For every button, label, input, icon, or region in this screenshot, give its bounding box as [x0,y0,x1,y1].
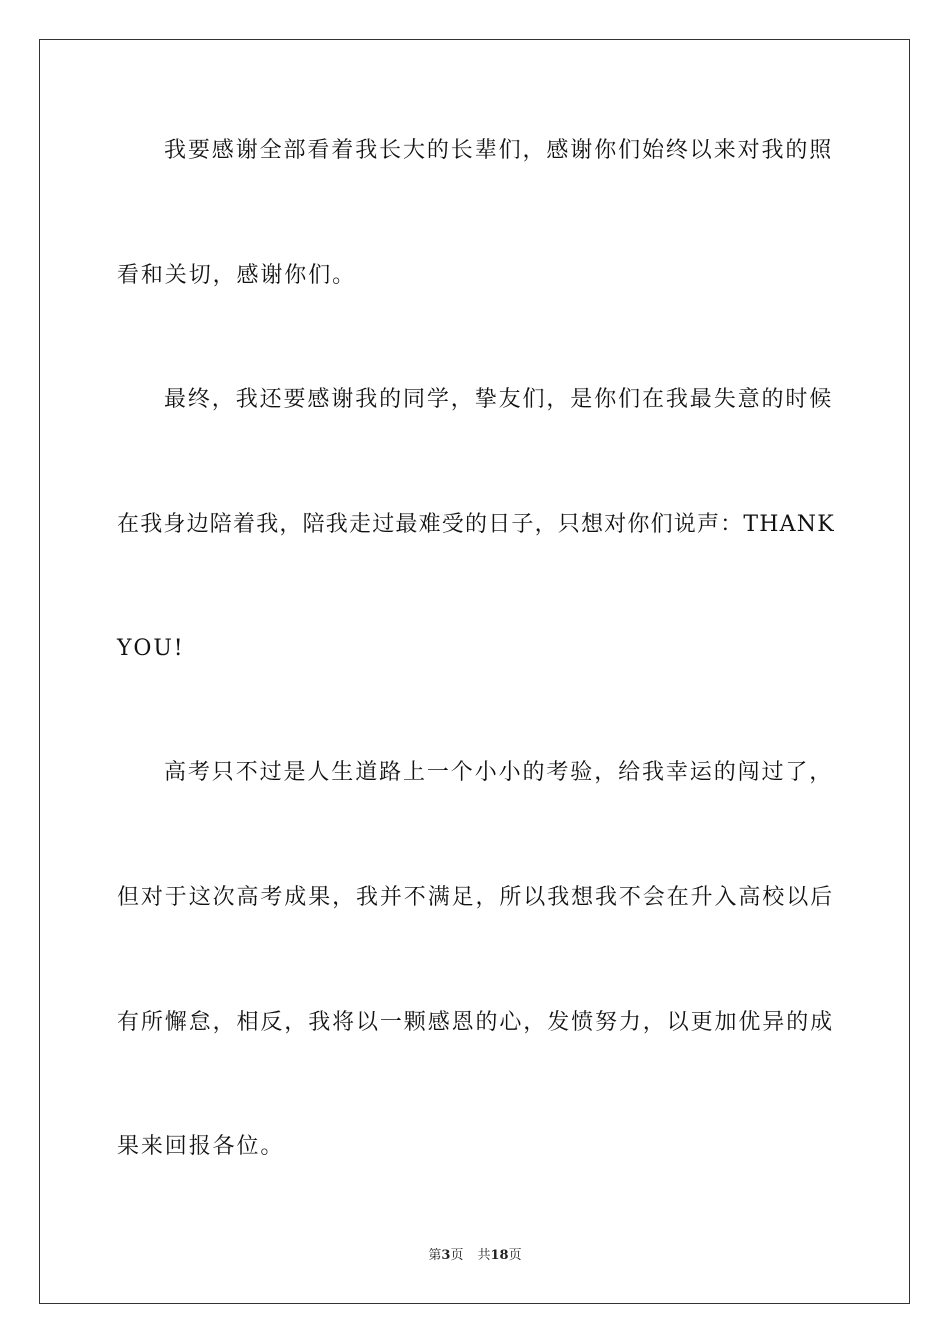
paragraph-1-line-2: 看和关切，感谢你们。 [117,263,357,288]
paragraph-3-line-3: 有所懈怠，相反，我将以一颗感恩的心，发愤努力，以更加优异的成 [117,1010,835,1035]
paragraph-3-line-2: 但对于这次高考成果，我并不满足，所以我想我不会在升入高校以后 [117,885,835,910]
total-label-suffix: 页 [508,1248,522,1263]
page-label-suffix: 页 [450,1248,464,1263]
paragraph-3-line-1: 高考只不过是人生道路上一个小小的考验，给我幸运的闯过了， [164,760,834,785]
paragraph-2-line-2: 在我身边陪着我，陪我走过最难受的日子，只想对你们说声：THANK [117,512,835,537]
paragraph-2-line-1: 最终，我还要感谢我的同学，挚友们，是你们在我最失意的时候 [164,387,834,412]
page-border [39,39,910,1304]
paragraph-2-line-3: YOU! [117,636,185,661]
page-label-prefix: 第 [428,1248,442,1263]
page-footer [0,1247,950,1265]
paragraph-3-line-4: 果来回报各位。 [117,1134,285,1159]
page-number: 3 [441,1248,451,1263]
total-label-prefix: 共 [477,1248,491,1263]
paragraph-1-line-1: 我要感谢全部看着我长大的长辈们，感谢你们始终以来对我的照 [164,138,834,163]
total-pages: 18 [490,1248,509,1263]
